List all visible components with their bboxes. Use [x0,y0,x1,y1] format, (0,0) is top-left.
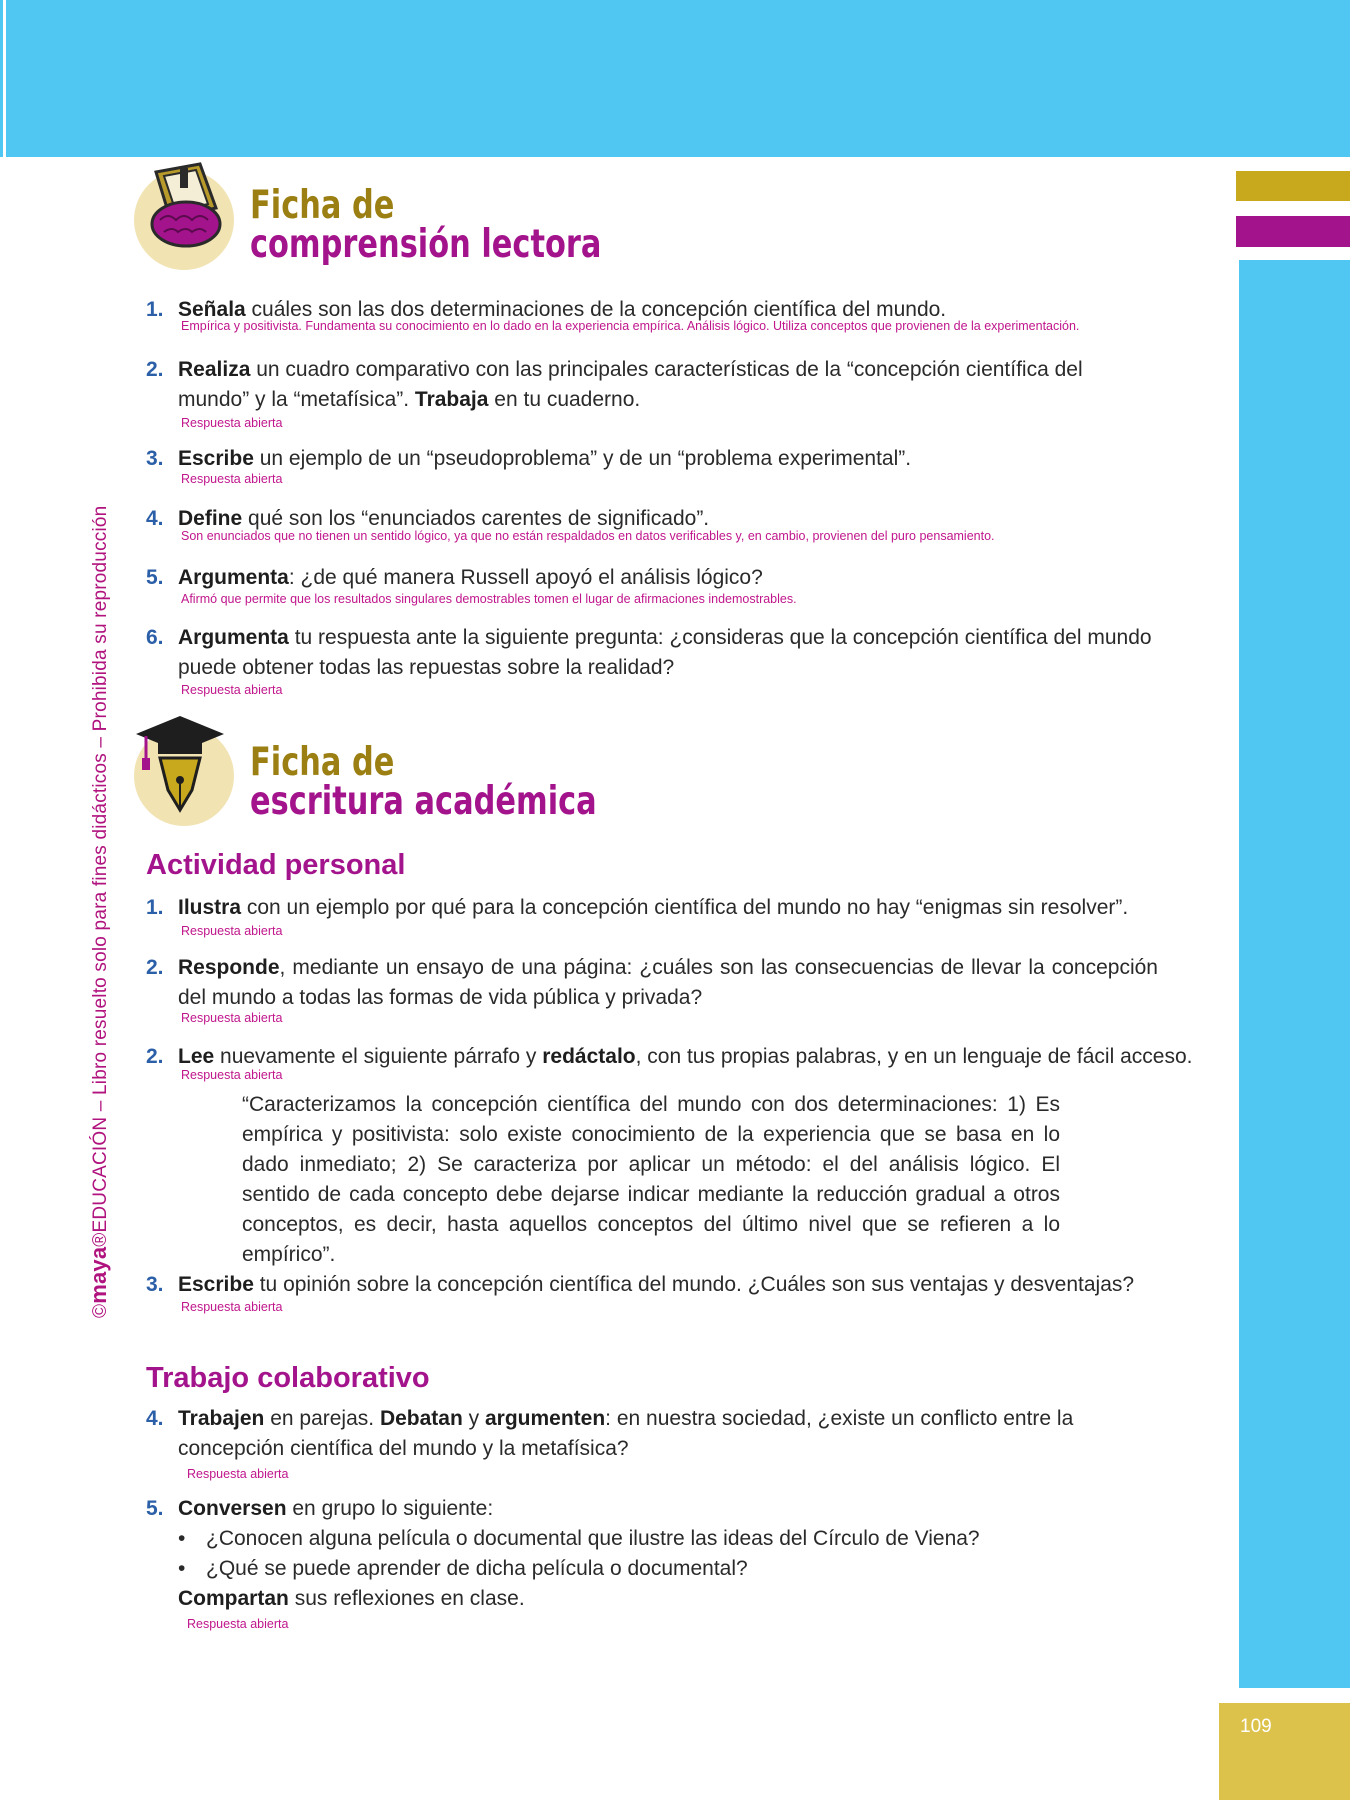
item-text: Escribe un ejemplo de un “pseudoproblema” y de un “problema experimental”. [178,447,912,470]
personal-answer-3: Respuesta abierta [181,1068,283,1082]
reading-title-line2: comprensión lectora [250,222,602,267]
book-brain-icon [134,160,234,277]
credit-brand: maya [86,1246,111,1304]
item-text: Señala cuáles son las dos determinaciones de la concepción científica del mundo. [178,298,947,321]
reading-answer-2: Respuesta abierta [181,416,283,430]
item-text: Argumenta: ¿de qué manera Russell apoyó el análisis lógico? [178,566,763,589]
closing-text: Compartan sus reflexiones en clase. [178,1587,525,1610]
writing-title-line1: Ficha de [250,740,395,785]
collaborative-heading: Trabajo colaborativo [146,1362,430,1394]
personal-answer-2: Respuesta abierta [181,1011,283,1025]
gold-side-tab [1236,171,1350,201]
item-text: Conversen en grupo lo siguiente: [178,1497,494,1520]
reading-answer-6: Respuesta abierta [181,683,283,697]
item-number: 2. [146,358,164,381]
bullet-dot: • [178,1557,186,1580]
reading-title-line1: Ficha de [250,183,395,228]
top-color-band [6,0,1350,157]
reading-answer-5: Afirmó que permite que los resultados singulares demostrables tomen el lugar de afirmaciones indemostrables. [181,592,797,606]
item-number: 6. [146,626,164,649]
purple-side-tab [1236,216,1350,247]
item-number: 4. [146,507,164,530]
item-number: 5. [146,1497,164,1520]
item-text: Ilustra con un ejemplo por qué para la concepción científica del mundo no hay “enigmas sin resolver”. [178,896,1129,919]
reading-answer-4: Son enunciados que no tienen un sentido lógico, ya que no están respaldados en datos verificables y, en cambio, provienen del puro pensamiento. [181,529,995,543]
item-number: 3. [146,447,164,470]
item-text: Argumenta tu respuesta ante la siguiente pregunta: ¿consideras que la concepción científica del mundo puede obtener todas las repuestas sobre la realidad? [178,626,1152,679]
credit-prefix: © [90,1303,111,1318]
writing-title-line2: escritura académica [250,779,597,824]
item-text: Define qué son los “enunciados carentes de significado”. [178,507,710,530]
collab-answer-4: Respuesta abierta [187,1467,289,1481]
item-number: 3. [146,1273,164,1296]
item-number: 2. [146,956,164,979]
quoted-paragraph: “Caracterizamos la concepción científica del mundo con dos determinaciones: 1) Es empírica y positivista: solo existe conocimiento de la experiencia que se basa en lo dado inmediato; 2) Se caracteriza por aplicar un método: el del análisis lógico. El sentido de cada concepto debe dejarse indicar mediante la reducción gradual a otros conceptos, es decir, hasta aquellos conceptos del último nivel que se refieren a lo empírico”. [242,1093,1060,1266]
item-text: Realiza un cuadro comparativo con las principales características de la “concepción científica del mundo” y la “metafísica”. Trabaja en tu cuaderno. [178,358,1083,411]
item-number: 5. [146,566,164,589]
page-number-box [1219,1703,1350,1800]
personal-answer-1: Respuesta abierta [181,924,283,938]
reading-answer-3: Respuesta abierta [181,472,283,486]
item-number: 1. [146,298,164,321]
side-credit [86,506,112,1318]
graduation-pen-icon [134,712,234,831]
collab-answer-5: Respuesta abierta [187,1617,289,1631]
writing-section-title [250,740,597,824]
item-text: Lee nuevamente el siguiente párrafo y redáctalo, con tus propias palabras, y en un lenguaje de fácil acceso. [178,1045,1193,1068]
bullet-text: ¿Qué se puede aprender de dicha película o documental? [206,1557,748,1580]
item-text: Trabajen en parejas. Debatan y argumenten: en nuestra sociedad, ¿existe un conflicto entre la concepción científica del mundo y la metafísica? [178,1407,1074,1460]
reading-answer-1: Empírica y positivista. Fundamenta su conocimiento en lo dado en la experiencia empírica. Análisis lógico. Utiliza conceptos que provienen de la experimentación. [181,319,1080,333]
item-text: Escribe tu opinión sobre la concepción científica del mundo. ¿Cuáles son sus ventajas y desventajas? [178,1273,1135,1296]
bullet-text: ¿Conocen alguna película o documental que ilustre las ideas del Círculo de Viena? [206,1527,980,1550]
personal-answer-4: Respuesta abierta [181,1300,283,1314]
item-number: 1. [146,896,164,919]
personal-activity-heading: Actividad personal [146,849,406,881]
item-number: 4. [146,1407,164,1430]
item-text: Responde, mediante un ensayo de una página: ¿cuáles son las consecuencias de llevar la concepción del mundo a todas las formas de vida pública y privada? [178,956,1158,1009]
top-band-edge [0,0,3,157]
right-blue-strip [1239,260,1350,1688]
credit-text: ®EDUCACIÓN – Libro resuelto solo para fines didácticos – Prohibida su reproducción [90,505,111,1247]
item-number: 2. [146,1045,164,1068]
bullet-dot: • [178,1527,186,1550]
page-number: 109 [1240,1716,1272,1737]
reading-section-title [250,183,602,267]
